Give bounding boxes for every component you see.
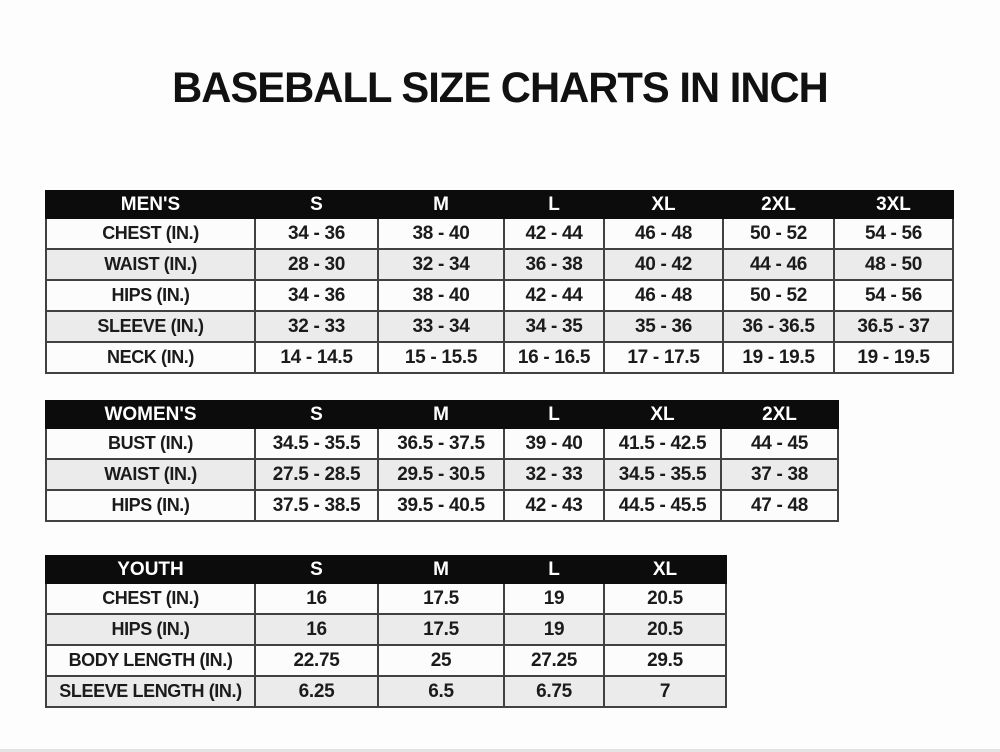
size-column-header: XL xyxy=(604,191,723,218)
size-value: 40 - 42 xyxy=(604,249,723,280)
size-column-header: L xyxy=(504,401,604,428)
size-value: 29.5 - 30.5 xyxy=(378,459,504,490)
size-value: 36.5 - 37.5 xyxy=(378,428,504,459)
size-value: 15 - 15.5 xyxy=(378,342,504,373)
page-title: BASEBALL SIZE CHARTS IN INCH xyxy=(172,64,828,112)
size-column-header: S xyxy=(255,191,378,218)
size-value: 6.25 xyxy=(255,676,378,707)
size-value: 48 - 50 xyxy=(834,249,953,280)
size-value: 41.5 - 42.5 xyxy=(604,428,721,459)
size-value: 16 - 16.5 xyxy=(504,342,604,373)
size-value: 46 - 48 xyxy=(604,280,723,311)
size-value: 33 - 34 xyxy=(378,311,504,342)
size-value: 36.5 - 37 xyxy=(834,311,953,342)
measurement-label: WAIST (IN.) xyxy=(46,459,255,490)
size-value: 44 - 46 xyxy=(723,249,834,280)
table-row xyxy=(46,249,953,280)
size-value: 28 - 30 xyxy=(255,249,378,280)
size-value: 42 - 44 xyxy=(504,280,604,311)
size-column-header: S xyxy=(255,556,378,583)
size-value: 19 xyxy=(504,583,604,614)
womens-size-table xyxy=(45,400,839,522)
table-row xyxy=(46,311,953,342)
size-value: 36 - 38 xyxy=(504,249,604,280)
size-column-header: S xyxy=(255,401,378,428)
size-value: 16 xyxy=(255,614,378,645)
table-row xyxy=(46,459,838,490)
size-value: 27.25 xyxy=(504,645,604,676)
size-column-header: L xyxy=(504,191,604,218)
size-value: 17.5 xyxy=(378,614,504,645)
size-value: 54 - 56 xyxy=(834,280,953,311)
size-column-header: XL xyxy=(604,401,721,428)
table-row xyxy=(46,645,726,676)
measurement-label: HIPS (IN.) xyxy=(46,490,255,521)
size-value: 34.5 - 35.5 xyxy=(604,459,721,490)
size-value: 46 - 48 xyxy=(604,218,723,249)
measurement-label: HIPS (IN.) xyxy=(46,280,255,311)
size-value: 37 - 38 xyxy=(721,459,838,490)
measurement-label: NECK (IN.) xyxy=(46,342,255,373)
size-column-header: M xyxy=(378,191,504,218)
size-column-header: 3XL xyxy=(834,191,953,218)
womens-table-title: WOMEN'S xyxy=(46,401,255,428)
mens-size-table xyxy=(45,190,954,374)
size-value: 19 xyxy=(504,614,604,645)
size-value: 38 - 40 xyxy=(378,280,504,311)
table-row xyxy=(46,428,838,459)
size-value: 39.5 - 40.5 xyxy=(378,490,504,521)
table-row xyxy=(46,280,953,311)
size-value: 20.5 xyxy=(604,614,726,645)
size-value: 42 - 44 xyxy=(504,218,604,249)
measurement-label: WAIST (IN.) xyxy=(46,249,255,280)
size-value: 17.5 xyxy=(378,583,504,614)
size-value: 7 xyxy=(604,676,726,707)
size-value: 32 - 33 xyxy=(255,311,378,342)
table-row xyxy=(46,614,726,645)
youth-size-table xyxy=(45,555,727,708)
womens-header-row xyxy=(46,401,838,428)
measurement-label: CHEST (IN.) xyxy=(46,583,255,614)
size-value: 17 - 17.5 xyxy=(604,342,723,373)
size-value: 6.75 xyxy=(504,676,604,707)
size-value: 44.5 - 45.5 xyxy=(604,490,721,521)
size-value: 22.75 xyxy=(255,645,378,676)
size-value: 47 - 48 xyxy=(721,490,838,521)
size-value: 6.5 xyxy=(378,676,504,707)
table-row xyxy=(46,583,726,614)
size-value: 54 - 56 xyxy=(834,218,953,249)
size-value: 36 - 36.5 xyxy=(723,311,834,342)
measurement-label: HIPS (IN.) xyxy=(46,614,255,645)
youth-table-title: YOUTH xyxy=(46,556,255,583)
size-value: 32 - 34 xyxy=(378,249,504,280)
size-value: 25 xyxy=(378,645,504,676)
size-value: 34 - 36 xyxy=(255,218,378,249)
size-value: 16 xyxy=(255,583,378,614)
size-value: 50 - 52 xyxy=(723,218,834,249)
measurement-label: CHEST (IN.) xyxy=(46,218,255,249)
mens-header-row xyxy=(46,191,953,218)
table-row xyxy=(46,676,726,707)
size-value: 38 - 40 xyxy=(378,218,504,249)
measurement-label: SLEEVE LENGTH (IN.) xyxy=(46,676,255,707)
size-column-header: L xyxy=(504,556,604,583)
size-value: 34 - 36 xyxy=(255,280,378,311)
size-value: 14 - 14.5 xyxy=(255,342,378,373)
size-value: 34.5 - 35.5 xyxy=(255,428,378,459)
size-value: 19 - 19.5 xyxy=(834,342,953,373)
size-column-header: XL xyxy=(604,556,726,583)
size-value: 50 - 52 xyxy=(723,280,834,311)
size-value: 39 - 40 xyxy=(504,428,604,459)
size-column-header: 2XL xyxy=(723,191,834,218)
measurement-label: BUST (IN.) xyxy=(46,428,255,459)
size-value: 35 - 36 xyxy=(604,311,723,342)
size-value: 27.5 - 28.5 xyxy=(255,459,378,490)
youth-header-row xyxy=(46,556,726,583)
measurement-label: SLEEVE (IN.) xyxy=(46,311,255,342)
size-value: 37.5 - 38.5 xyxy=(255,490,378,521)
size-value: 29.5 xyxy=(604,645,726,676)
size-value: 32 - 33 xyxy=(504,459,604,490)
size-column-header: M xyxy=(378,556,504,583)
size-value: 19 - 19.5 xyxy=(723,342,834,373)
table-row xyxy=(46,218,953,249)
size-value: 20.5 xyxy=(604,583,726,614)
table-row xyxy=(46,342,953,373)
mens-table-title: MEN'S xyxy=(46,191,255,218)
table-row xyxy=(46,490,838,521)
size-column-header: M xyxy=(378,401,504,428)
size-value: 44 - 45 xyxy=(721,428,838,459)
size-value: 42 - 43 xyxy=(504,490,604,521)
size-value: 34 - 35 xyxy=(504,311,604,342)
size-column-header: 2XL xyxy=(721,401,838,428)
measurement-label: BODY LENGTH (IN.) xyxy=(46,645,255,676)
